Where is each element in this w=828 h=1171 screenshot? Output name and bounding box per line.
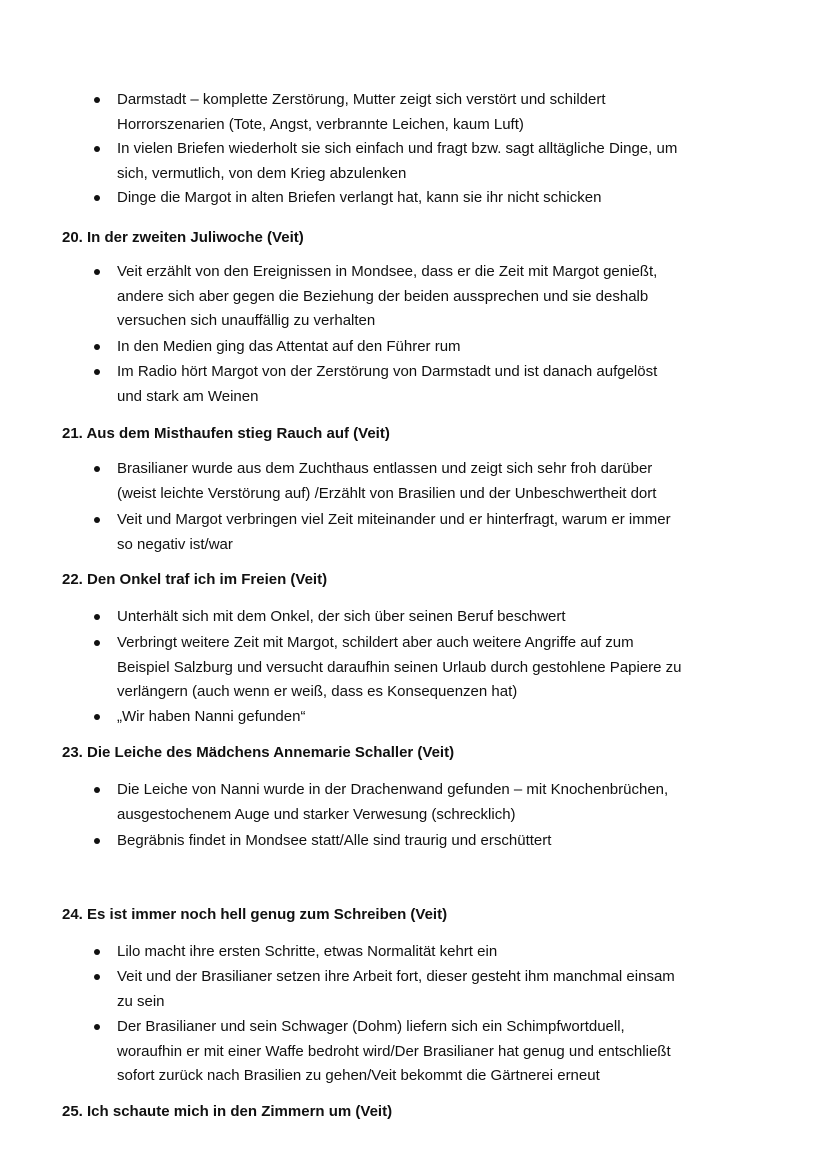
bullet-text (117, 605, 765, 630)
text-line: Dinge die Margot in alten Briefen verlangt hat, kann sie ihr nicht schicken (117, 189, 602, 206)
section-heading: 23. Die Leiche des Mädchens Annemarie Schaller (Veit) (62, 744, 455, 761)
text-line: Die Leiche von Nanni wurde in der Drachenwand gefunden – mit Knochenbrüchen, (117, 781, 669, 798)
bullet-icon (94, 838, 100, 844)
text-line: Veit und der Brasilianer setzen ihre Arbeit fort, dieser gesteht ihm manchmal einsam (117, 968, 675, 985)
text-line: Verbringt weitere Zeit mit Margot, schildert aber auch weitere Angriffe auf zum (117, 634, 634, 651)
bullet-icon (94, 614, 100, 620)
text-line: In vielen Briefen wiederholt sie sich einfach und fragt bzw. sagt alltägliche Dinge, um (117, 140, 678, 157)
bullet-icon (94, 517, 100, 523)
bullet-icon (94, 1024, 100, 1030)
bullet-text (117, 1015, 765, 1089)
text-line: und stark am Weinen (117, 387, 259, 405)
text-line: Lilo macht ihre ersten Schritte, etwas Normalität kehrt ein (117, 943, 498, 960)
text-line: andere sich aber gegen die Beziehung der beiden aussprechen und sie deshalb (117, 287, 649, 305)
bullet-icon (94, 369, 100, 375)
text-line: versuchen sich unauffällig zu verhalten (117, 312, 376, 329)
bullet-icon (94, 787, 100, 793)
text-line: Veit erzählt von den Ereignissen in Mondsee, dass er die Zeit mit Margot genießt, (117, 263, 658, 280)
text-line: Darmstadt – komplette Zerstörung, Mutter zeigt sich verstört und schildert (117, 91, 606, 108)
bullet-text (117, 457, 765, 506)
bullet-text (117, 137, 765, 186)
text-line: Unterhält sich mit dem Onkel, der sich über seinen Beruf beschwert (117, 608, 566, 625)
bullet-text (117, 705, 765, 730)
text-line: „Wir haben Nanni gefunden“ (117, 708, 306, 725)
text-line: ausgestochenem Auge und starker Verwesung (schrecklich) (117, 805, 516, 823)
bullet-text (117, 940, 765, 965)
bullet-text (117, 778, 765, 827)
text-line: verlängern (auch wenn er weiß, dass es Konsequenzen hat) (117, 683, 518, 700)
bullet-text (117, 829, 765, 854)
bullet-icon (94, 949, 100, 955)
bullet-text (117, 965, 765, 1014)
bullet-text (117, 360, 765, 409)
bullet-icon (94, 269, 100, 275)
bullet-icon (94, 640, 100, 646)
section-heading: 22. Den Onkel traf ich im Freien (Veit) (62, 571, 328, 588)
bullet-icon (94, 466, 100, 472)
text-line: Im Radio hört Margot von der Zerstörung von Darmstadt und ist danach aufgelöst (117, 363, 658, 380)
text-line: sofort zurück nach Brasilien zu gehen/Veit bekommt die Gärtnerei erneut (117, 1067, 600, 1084)
bullet-text (117, 260, 765, 334)
text-line: In den Medien ging das Attentat auf den Führer rum (117, 338, 461, 355)
bullet-icon (94, 195, 100, 201)
text-line: zu sein (117, 992, 165, 1010)
text-line: Der Brasilianer und sein Schwager (Dohm) liefern sich ein Schimpfwortduell, (117, 1018, 625, 1035)
section-heading: 25. Ich schaute mich in den Zimmern um (Veit) (62, 1103, 393, 1120)
bullet-icon (94, 714, 100, 720)
bullet-text (117, 186, 765, 211)
bullet-text (117, 88, 765, 137)
bullet-text (117, 508, 765, 557)
bullet-icon (94, 974, 100, 980)
text-line: Brasilianer wurde aus dem Zuchthaus entlassen und zeigt sich sehr froh darüber (117, 460, 653, 477)
bullet-text (117, 631, 765, 705)
text-line: Beispiel Salzburg und versucht daraufhin seinen Urlaub durch gestohlene Papiere zu (117, 658, 682, 676)
section-heading: 20. In der zweiten Juliwoche (Veit) (62, 229, 304, 246)
text-line: sich, vermutlich, von dem Krieg abzulenken (117, 164, 407, 182)
bullet-icon (94, 97, 100, 103)
text-line: (weist leichte Verstörung auf) /Erzählt von Brasilien und der Unbeschwertheit dort (117, 484, 657, 502)
text-line: Begräbnis findet in Mondsee statt/Alle sind traurig und erschüttert (117, 832, 552, 849)
bullet-text (117, 335, 765, 360)
bullet-icon (94, 146, 100, 152)
text-line: woraufhin er mit einer Waffe bedroht wird/Der Brasilianer hat genug und entschließt (117, 1042, 671, 1060)
section-heading: 24. Es ist immer noch hell genug zum Schreiben (Veit) (62, 906, 448, 923)
section-heading: 21. Aus dem Misthaufen stieg Rauch auf (Veit) (62, 425, 390, 442)
text-line: Horrorszenarien (Tote, Angst, verbrannte Leichen, kaum Luft) (117, 115, 524, 133)
bullet-icon (94, 344, 100, 350)
text-line: so negativ ist/war (117, 535, 233, 553)
text-line: Veit und Margot verbringen viel Zeit miteinander und er hinterfragt, warum er immer (117, 511, 671, 528)
